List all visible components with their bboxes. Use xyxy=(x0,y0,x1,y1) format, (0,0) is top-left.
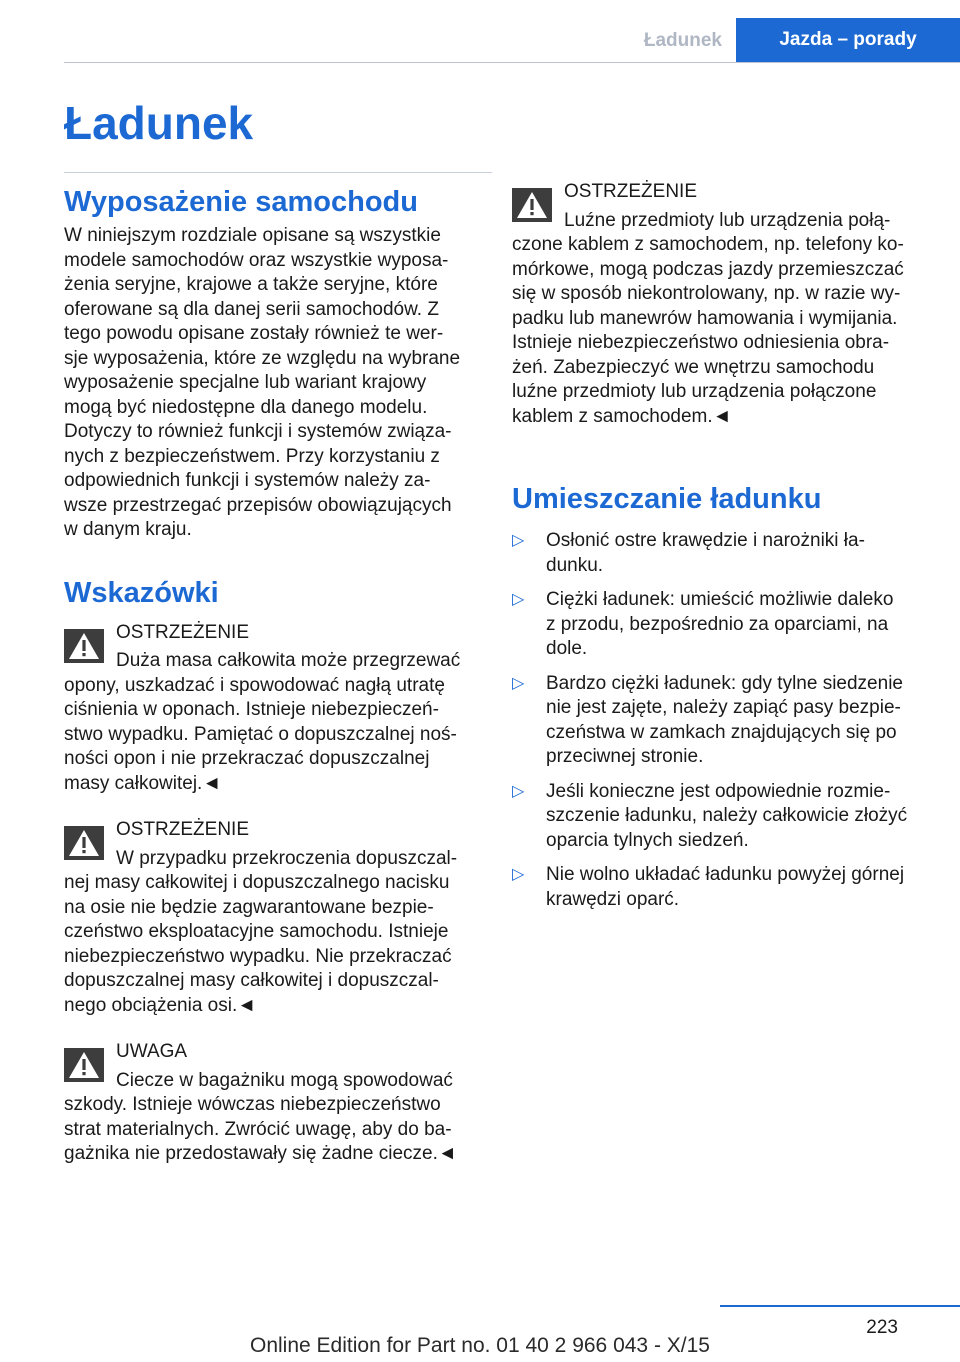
warning-title: UWAGA xyxy=(116,1041,188,1062)
page-number: 223 xyxy=(866,1317,898,1338)
text-line: kablem z samochodem.◄ xyxy=(512,405,732,427)
text-line: sje wyposażenia, które ze względu na wybrane xyxy=(64,347,461,369)
triangle-bullet-icon: ▷ xyxy=(512,532,525,549)
text-line: Nie wolno układać ładunku powyżej górnej xyxy=(546,864,905,885)
text-line: szkody. Istnieje wówczas niebezpieczeństwo xyxy=(64,1094,441,1115)
text-line: W przypadku przekroczenia dopuszczal‐ xyxy=(116,847,458,869)
list-item xyxy=(512,863,924,912)
warning-title: OSTRZEŻENIE xyxy=(564,181,698,202)
text-line: Dotyczy to również funkcji i systemów związa‐ xyxy=(64,421,452,442)
text-line: wsze przestrzegać przepisów obowiązujących xyxy=(64,494,452,516)
text-line: krawędzi oparć. xyxy=(546,888,680,910)
text-line: oparcia tylnych siedzeń. xyxy=(546,829,749,851)
text-line: Duża masa całkowita może przegrzewać xyxy=(116,650,461,671)
text-line: dunku. xyxy=(546,554,604,576)
text-line: luźne przedmioty lub urządzenia połączone xyxy=(512,381,877,402)
warning-triangle-icon xyxy=(512,188,552,222)
triangle-bullet-icon: ▷ xyxy=(512,782,525,800)
warning-block xyxy=(64,818,492,1018)
text-line: czone kablem z samochodem, np. telefony ko‐ xyxy=(512,234,904,255)
warning-title: OSTRZEŻENIE xyxy=(116,621,250,643)
text-line: strat materialnych. Zwrócić uwagę, aby do ba‐ xyxy=(64,1118,452,1140)
text-line: przeciwnej stronie. xyxy=(546,746,704,767)
page-title: Ładunek xyxy=(64,97,254,149)
text-line: dopuszczalnej masy całkowitej i dopuszczal‐ xyxy=(64,970,439,991)
text-line: masy całkowitej.◄ xyxy=(64,772,222,794)
list-item xyxy=(512,529,924,578)
text-line: ności opon i nie przekraczać dopuszczalnej xyxy=(64,748,430,769)
text-line: nie jest zajęte, należy zapiąć pasy bezpie‐ xyxy=(546,697,901,718)
section-heading-equipment: Wyposażenie samochodu xyxy=(64,186,418,218)
text-line: dole. xyxy=(546,638,588,659)
text-line: nej masy całkowitej i dopuszczalnego nacisku xyxy=(64,872,450,893)
text-line: mórkowe, mogą podczas jazdy przemieszczać xyxy=(512,258,904,280)
title-rule xyxy=(64,172,492,173)
footer-edition: Online Edition for Part no. 01 40 2 966 043 - X/15 xyxy=(250,1334,710,1357)
text-line: ciśnienia w oponach. Istnieje niebezpieczeń‐ xyxy=(64,699,439,720)
header-breadcrumb: Ładunek xyxy=(643,30,722,51)
text-line: nych z bezpieczeństwem. Przy korzystaniu z xyxy=(64,445,440,467)
header-chapter-tab: Jazda – porady xyxy=(736,18,960,62)
triangle-bullet-icon: ▷ xyxy=(512,866,525,883)
warning-triangle-icon xyxy=(64,826,104,860)
warning-triangle-icon xyxy=(64,1048,104,1082)
text-line: stwo wypadku. Pamiętać o dopuszczalnej noś‐ xyxy=(64,723,457,745)
list-item xyxy=(512,780,924,854)
warning-block xyxy=(512,180,924,429)
text-line: żeń. Zabezpieczyć we wnętrzu samochodu xyxy=(512,356,875,378)
text-line: się w sposób niekontrolowany, np. w razie wy‐ xyxy=(512,283,901,304)
triangle-bullet-icon: ▷ xyxy=(512,591,525,608)
text-line: mogą być niedostępne dla danego modelu. xyxy=(64,396,428,418)
text-line: odpowiednich funkcji i systemów należy za‐ xyxy=(64,470,431,491)
text-line: czeństwo eksploatacyjne samochodu. Istnieje xyxy=(64,921,449,942)
warning-triangle-icon xyxy=(64,629,104,663)
text-line: opony, uszkadzać i spowodować nagłą utratę xyxy=(64,674,445,696)
right-column xyxy=(512,180,924,922)
text-line: Bardzo ciężki ładunek: gdy tylne siedzenie xyxy=(546,672,903,694)
section-heading-tips: Wskazówki xyxy=(64,576,219,609)
warning-block xyxy=(64,1040,492,1167)
list-item xyxy=(512,588,924,662)
text-line: Jeśli konieczne jest odpowiednie rozmie‐ xyxy=(546,780,891,802)
text-line: w danym kraju. xyxy=(64,519,192,540)
text-line: padku lub manewrów hamowania i wymijania. xyxy=(512,307,898,329)
text-line: Ciecze w bagażniku mogą spowodować xyxy=(116,1069,453,1091)
text-line: na osie nie będzie zagwarantowane bezpie‐ xyxy=(64,896,434,918)
section-heading-loading: Umieszczanie ładunku xyxy=(512,483,822,515)
loading-list xyxy=(512,529,924,912)
text-line: niebezpieczeństwo wypadku. Nie przekraczać xyxy=(64,945,452,967)
text-line: czeństwa w zamkach znajdujących się po xyxy=(546,721,897,743)
header-rule xyxy=(64,62,960,63)
text-line: Osłonić ostre krawędzie i narożniki ła‐ xyxy=(546,530,865,551)
text-line: oferowane są dla danej serii samochodów. Z xyxy=(64,298,439,320)
text-line: Ciężki ładunek: umieścić możliwie daleko xyxy=(546,589,894,610)
text-line: W niniejszym rozdziale opisane są wszystkie xyxy=(64,225,441,246)
text-line: nego obciążenia osi.◄ xyxy=(64,994,257,1016)
footer-rule xyxy=(720,1305,960,1307)
text-line: szczenie ładunku, należy całkowicie złożyć xyxy=(546,805,908,826)
text-line: Luźne przedmioty lub urządzenia połą‐ xyxy=(564,209,891,231)
text-line: modele samochodów oraz wszystkie wyposa‐ xyxy=(64,249,449,271)
left-column xyxy=(64,180,492,1167)
text-line: tego powodu opisane zostały również te wer‐ xyxy=(64,323,444,344)
text-line: gażnika nie przedostawały się żadne ciecze.◄ xyxy=(64,1143,457,1164)
list-item xyxy=(512,672,924,770)
text-line: Istnieje niebezpieczeństwo odniesienia obra‐ xyxy=(512,332,890,353)
warning-block xyxy=(64,621,492,797)
warning-title: OSTRZEŻENIE xyxy=(116,819,250,840)
warnings-list xyxy=(64,621,492,1167)
text-line: wyposażenie specjalne lub wariant krajowy xyxy=(64,372,427,393)
text-line: żenia seryjne, krajowe a także seryjne, które xyxy=(64,274,438,295)
triangle-bullet-icon: ▷ xyxy=(512,674,525,692)
text-line: z przodu, bezpośrednio za oparciami, na xyxy=(546,613,889,635)
equipment-paragraph xyxy=(64,224,492,543)
